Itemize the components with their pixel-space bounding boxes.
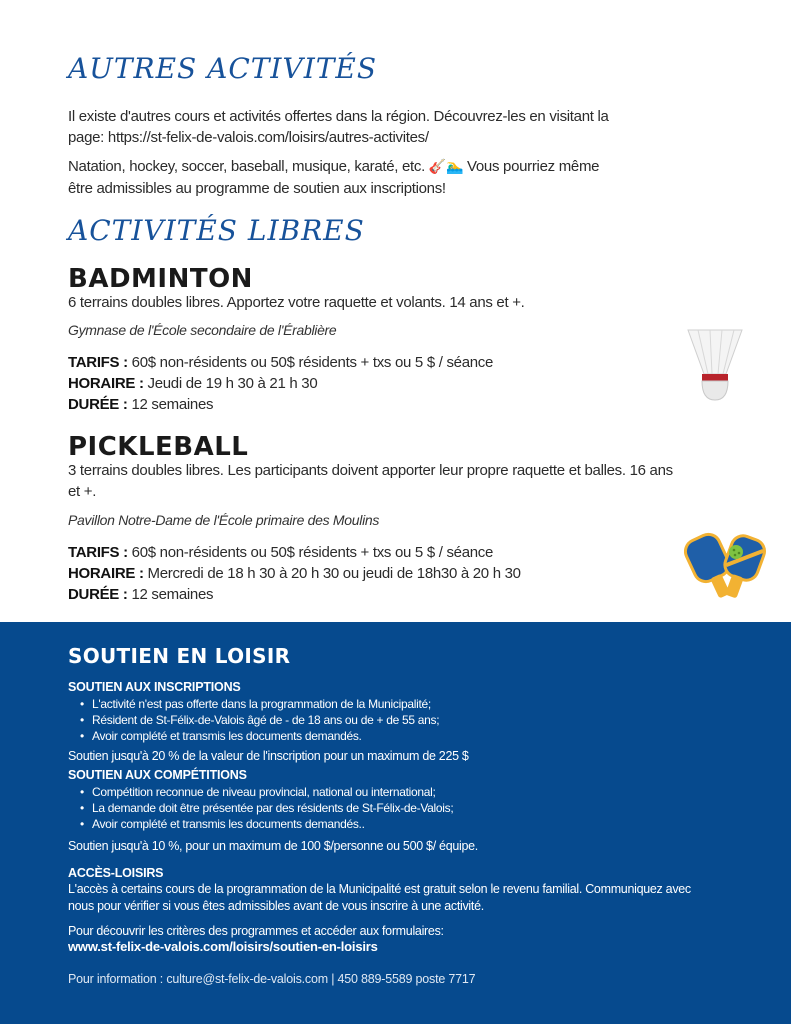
- horaire-value: Jeudi de 19 h 30 à 21 h 30: [143, 375, 318, 392]
- duree-value: 12 semaines: [127, 586, 214, 603]
- duree-label: DURÉE :: [68, 586, 128, 603]
- pickleball-description-line1: 3 terrains doubles libres. Les participants doivent apporter leur propre raquette et balles. 16 ans: [68, 462, 673, 479]
- duree-label: DURÉE :: [68, 396, 128, 413]
- list-item: • Résident de St-Félix-de-Valois âgé de - de 18 ans ou de + de 55 ans;: [80, 712, 439, 728]
- soutien-band: [0, 622, 791, 1024]
- pickleball-paddles-icon: [684, 528, 768, 612]
- autres-sports: [68, 156, 708, 199]
- pickleball-duree: [68, 584, 668, 605]
- tarifs-value: 60$ non-résidents ou 50$ résidents + txs ou 5 $ / séance: [127, 544, 494, 561]
- badminton-info: [68, 352, 668, 415]
- autres-intro: [68, 106, 708, 148]
- acces-line1: L'accès à certains cours de la programmation de la Municipalité est gratuit selon le revenu familial. Communiquez avec: [68, 882, 691, 896]
- list-item: • Avoir complété et transmis les documents demandés..: [80, 816, 453, 832]
- badminton-horaire: [68, 373, 668, 394]
- autres-activites-title: AUTRES ACTIVITÉS: [68, 52, 378, 85]
- competitions-list: [80, 784, 453, 832]
- criteres-text: Pour découvrir les critères des programmes et accéder aux formulaires:: [68, 924, 444, 938]
- list-item: • Avoir complété et transmis les documents demandés.: [80, 728, 439, 744]
- shuttlecock-icon: [680, 324, 750, 404]
- autres-intro-line1: Il existe d'autres cours et activités offertes dans la région. Découvrez-les en visitant la: [68, 108, 609, 125]
- autres-intro-line2: page: https://st-felix-de-valois.com/loisirs/autres-activites/: [68, 129, 429, 146]
- pickleball-description: [68, 460, 758, 502]
- badminton-title: BADMINTON: [68, 264, 253, 294]
- list-item: • Compétition reconnue de niveau provincial, national ou international;: [80, 784, 453, 800]
- competitions-note: Soutien jusqu'à 10 %, pour un maximum de 100 $/personne ou 500 $/ équipe.: [68, 839, 478, 853]
- contact-info: Pour information : culture@st-felix-de-valois.com | 450 889-5589 poste 7717: [68, 972, 476, 986]
- inscriptions-title: SOUTIEN AUX INSCRIPTIONS: [68, 680, 241, 694]
- tarifs-value: 60$ non-résidents ou 50$ résidents + txs ou 5 $ / séance: [127, 354, 494, 371]
- badminton-tarifs: [68, 352, 668, 373]
- sports-emoji-icon: 🎸🏊‍♂: [428, 159, 464, 175]
- pickleball-title: PICKLEBALL: [68, 432, 249, 462]
- inscriptions-list: [80, 696, 439, 744]
- horaire-label: HORAIRE :: [68, 565, 144, 582]
- badminton-duree: [68, 394, 668, 415]
- soutien-title: SOUTIEN EN LOISIR: [68, 644, 291, 668]
- support-line: être admissibles au programme de soutien aux inscriptions!: [68, 180, 446, 197]
- activites-libres-title: ACTIVITÉS LIBRES: [68, 214, 365, 247]
- autres-sports-line1: [68, 156, 708, 178]
- sports-text-2: Vous pourriez même: [467, 158, 600, 175]
- list-item: • L'activité n'est pas offerte dans la programmation de la Municipalité;: [80, 696, 439, 712]
- tarifs-label: TARIFS :: [68, 354, 128, 371]
- competitions-title: SOUTIEN AUX COMPÉTITIONS: [68, 768, 247, 782]
- tarifs-label: TARIFS :: [68, 544, 128, 561]
- pickleball-tarifs: [68, 542, 668, 563]
- acces-title: ACCÈS-LOISIRS: [68, 866, 164, 880]
- acces-line2: nous pour vérifier si vous êtes admissibles avant de vous inscrire à une activité.: [68, 899, 484, 913]
- badminton-description: 6 terrains doubles libres. Apportez votre raquette et volants. 14 ans et +.: [68, 294, 525, 311]
- pickleball-info: [68, 542, 668, 605]
- list-item: • La demande doit être présentée par des résidents de St-Félix-de-Valois;: [80, 800, 453, 816]
- horaire-value: Mercredi de 18 h 30 à 20 h 30 ou jeudi de 18h30 à 20 h 30: [143, 565, 521, 582]
- pickleball-horaire: [68, 563, 668, 584]
- inscriptions-note: Soutien jusqu'à 20 % de la valeur de l'inscription pour un maximum de 225 $: [68, 749, 469, 763]
- sports-text: Natation, hockey, soccer, baseball, musique, karaté, etc.: [68, 158, 425, 175]
- soutien-link[interactable]: www.st-felix-de-valois.com/loisirs/soutien-en-loisirs: [68, 939, 378, 954]
- duree-value: 12 semaines: [127, 396, 214, 413]
- badminton-location: Gymnase de l'École secondaire de l'Érablière: [68, 322, 337, 338]
- acces-text: [68, 881, 748, 915]
- horaire-label: HORAIRE :: [68, 375, 144, 392]
- pickleball-location: Pavillon Notre-Dame de l'École primaire des Moulins: [68, 512, 380, 528]
- pickleball-description-line2: et +.: [68, 483, 97, 500]
